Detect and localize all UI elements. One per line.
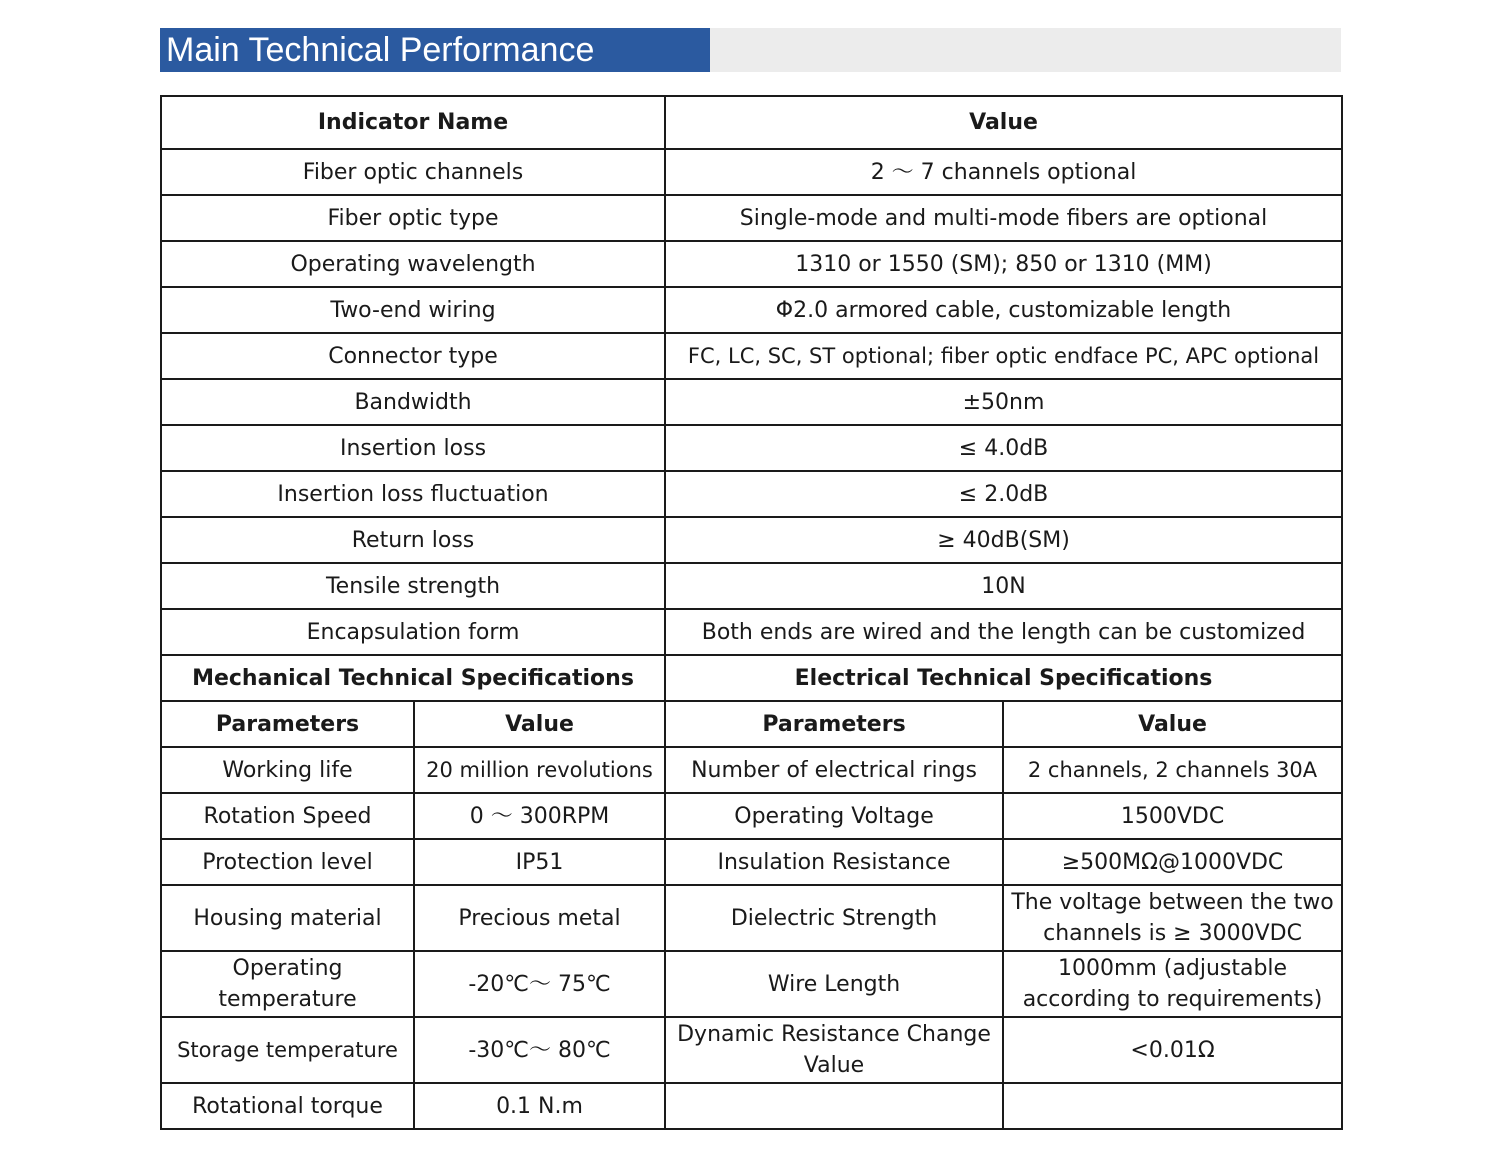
elec-param-header: Parameters [665, 701, 1003, 747]
mechanical-section-title: Mechanical Technical Specifications [161, 655, 665, 701]
mech-value: Precious metal [414, 885, 665, 951]
mech-param: Housing material [161, 885, 414, 951]
indicator-name: Return loss [161, 517, 665, 563]
table-row [161, 149, 1342, 195]
table-row [161, 517, 1342, 563]
section-title: Main Technical Performance [160, 28, 710, 72]
indicator-value: 2 ～ 7 channels optional [665, 149, 1342, 195]
elec-value: <0.01Ω [1003, 1017, 1342, 1083]
indicator-value: Both ends are wired and the length can be customized [665, 609, 1342, 655]
mech-value: 0 ～ 300RPM [414, 793, 665, 839]
elec-param: Insulation Resistance [665, 839, 1003, 885]
spec-row [161, 747, 1342, 793]
section-header-row [161, 655, 1342, 701]
mech-value: IP51 [414, 839, 665, 885]
indicator-value: Single-mode and multi-mode fibers are optional [665, 195, 1342, 241]
spec-row [161, 793, 1342, 839]
indicator-name: Insertion loss [161, 425, 665, 471]
indicator-name: Two-end wiring [161, 287, 665, 333]
mech-param-header: Parameters [161, 701, 414, 747]
spec-row [161, 839, 1342, 885]
indicator-value: ≤ 2.0dB [665, 471, 1342, 517]
indicator-name: Fiber optic channels [161, 149, 665, 195]
indicator-name: Operating wavelength [161, 241, 665, 287]
elec-value: 2 channels, 2 channels 30A [1003, 747, 1342, 793]
indicator-value: Φ2.0 armored cable, customizable length [665, 287, 1342, 333]
elec-param: Dynamic Resistance Change Value [665, 1017, 1003, 1083]
table-row [161, 333, 1342, 379]
sub-header-row [161, 701, 1342, 747]
table-header-row [161, 96, 1342, 149]
elec-value: ≥500MΩ@1000VDC [1003, 839, 1342, 885]
table-row [161, 471, 1342, 517]
indicator-value: 1310 or 1550 (SM); 850 or 1310 (MM) [665, 241, 1342, 287]
mech-param: Working life [161, 747, 414, 793]
indicator-value: ±50nm [665, 379, 1342, 425]
spec-row [161, 1017, 1342, 1083]
indicator-value: ≥ 40dB(SM) [665, 517, 1342, 563]
mech-param: Rotation Speed [161, 793, 414, 839]
elec-value [1003, 1083, 1342, 1129]
mech-param: Rotational torque [161, 1083, 414, 1129]
table-row [161, 609, 1342, 655]
indicator-value: FC, LC, SC, ST optional; fiber optic endface PC, APC optional [665, 333, 1342, 379]
header-indicator-name: Indicator Name [161, 96, 665, 149]
indicator-name: Encapsulation form [161, 609, 665, 655]
header-value: Value [665, 96, 1342, 149]
indicator-name: Tensile strength [161, 563, 665, 609]
elec-param [665, 1083, 1003, 1129]
indicator-name: Connector type [161, 333, 665, 379]
mech-value: -30℃～ 80℃ [414, 1017, 665, 1083]
mech-value: 20 million revolutions [414, 747, 665, 793]
elec-value: The voltage between the two channels is ≥ 3000VDC [1003, 885, 1342, 951]
mech-param: Storage temperature [161, 1017, 414, 1083]
indicator-value: 10N [665, 563, 1342, 609]
spec-row [161, 951, 1342, 1017]
elec-param: Number of electrical rings [665, 747, 1003, 793]
mech-value: -20℃～ 75℃ [414, 951, 665, 1017]
elec-value-header: Value [1003, 701, 1342, 747]
indicator-name: Bandwidth [161, 379, 665, 425]
mech-param: Operating temperature [161, 951, 414, 1017]
table-row [161, 195, 1342, 241]
spec-row [161, 1083, 1342, 1129]
elec-value: 1500VDC [1003, 793, 1342, 839]
spec-row [161, 885, 1342, 951]
indicator-name: Insertion loss fluctuation [161, 471, 665, 517]
elec-param: Wire Length [665, 951, 1003, 1017]
elec-param: Operating Voltage [665, 793, 1003, 839]
indicator-name: Fiber optic type [161, 195, 665, 241]
table-row [161, 379, 1342, 425]
elec-value: 1000mm (adjustable according to requirements) [1003, 951, 1342, 1017]
elec-param: Dielectric Strength [665, 885, 1003, 951]
table-row [161, 563, 1342, 609]
section-header-bar [160, 28, 1341, 72]
electrical-section-title: Electrical Technical Specifications [665, 655, 1342, 701]
table-row [161, 241, 1342, 287]
technical-performance-table [160, 95, 1343, 1130]
table-row [161, 425, 1342, 471]
table-row [161, 287, 1342, 333]
mech-param: Protection level [161, 839, 414, 885]
indicator-value: ≤ 4.0dB [665, 425, 1342, 471]
mech-value-header: Value [414, 701, 665, 747]
mech-value: 0.1 N.m [414, 1083, 665, 1129]
